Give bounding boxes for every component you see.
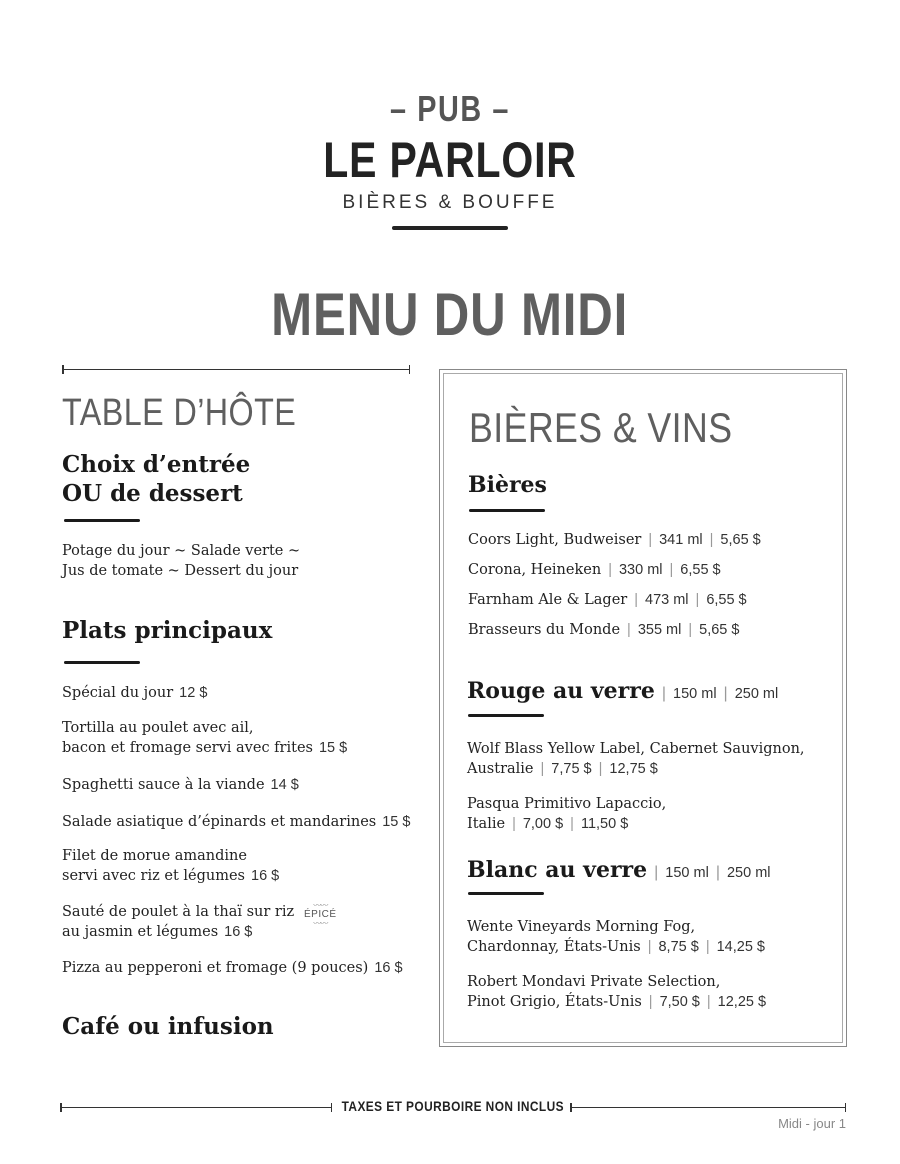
beer-row: Brasseurs du Monde | 355 ml | 5,65 $ [468,622,740,638]
beer-row: Coors Light, Budweiser | 341 ml | 5,65 $ [468,532,761,548]
logo [0,88,900,230]
beer-row: Farnham Ale & Lager | 473 ml | 6,55 $ [468,592,747,608]
wine-row: Wolf Blass Yellow Label, Cabernet Sauvignon, Australie | 7,75 $ | 12,75 $ [467,741,805,777]
page-note: Midi - jour 1 [778,1116,846,1131]
menu-item: Salade asiatique d’épinards et mandarines 15 $ [62,814,411,830]
logo-underline [392,226,508,230]
beer-row: Corona, Heineken | 330 ml | 6,55 $ [468,562,721,578]
menu-item: Pizza au pepperoni et fromage (9 pouces) 16 $ [62,960,403,976]
menu-item: Spaghetti sauce à la viande 14 $ [62,777,299,793]
wave-icon: 〰〰 [313,919,328,928]
logo-name: LE PARLOIR [323,132,577,188]
mains-underline [64,661,140,664]
white-underline [468,892,544,895]
choice-heading: Choix d’entrée OU de dessert [62,451,251,507]
beers-underline [469,509,545,512]
logo-pub: – PUB – [389,88,511,129]
spicy-badge: 〰〰 ÉPICÉ 〰〰 [304,901,337,928]
choice-underline [64,519,140,522]
page-title: MENU DU MIDI [271,281,629,348]
red-heading-row: Rouge au verre | 150 ml | 250 ml [467,678,779,704]
white-heading: Blanc au verre [467,857,648,883]
logo-tagline: BIÈRES & BOUFFE [342,192,558,213]
wave-icon: 〰〰 [313,901,328,910]
red-heading: Rouge au verre [467,678,655,704]
menu-item: Sauté de poulet à la thaï sur riz au jasmin et légumes 16 $ [62,904,295,940]
choice-description: Potage du jour ~ Salade verte ~ Jus de tomate ~ Dessert du jour [62,543,301,579]
drinks-title: BIÈRES & VINS [469,404,733,451]
table-hote-title: TABLE D’HÔTE [62,392,297,434]
wine-row: Wente Vineyards Morning Fog, Chardonnay, États-Unis | 8,75 $ | 14,25 $ [467,919,765,955]
beers-heading: Bières [468,472,547,498]
footer-notice: TAXES ET POURBOIRE NON INCLUS [341,1098,565,1114]
coffee-heading: Café ou infusion [62,1013,274,1040]
white-heading-row: Blanc au verre | 150 ml | 250 ml [467,857,771,883]
left-column-rule [62,369,410,370]
menu-item: Spécial du jour 12 $ [62,685,208,701]
menu-item: Tortilla au poulet avec ail, bacon et fromage servi avec frites 15 $ [62,720,348,756]
mains-heading: Plats principaux [62,617,273,644]
menu-item: Filet de morue amandine servi avec riz et légumes 16 $ [62,848,280,884]
wine-row: Robert Mondavi Private Selection, Pinot Grigio, États-Unis | 7,50 $ | 12,25 $ [467,974,767,1010]
wine-row: Pasqua Primitivo Lapaccio, Italie | 7,00 $ | 11,50 $ [467,796,667,832]
red-underline [468,714,544,717]
